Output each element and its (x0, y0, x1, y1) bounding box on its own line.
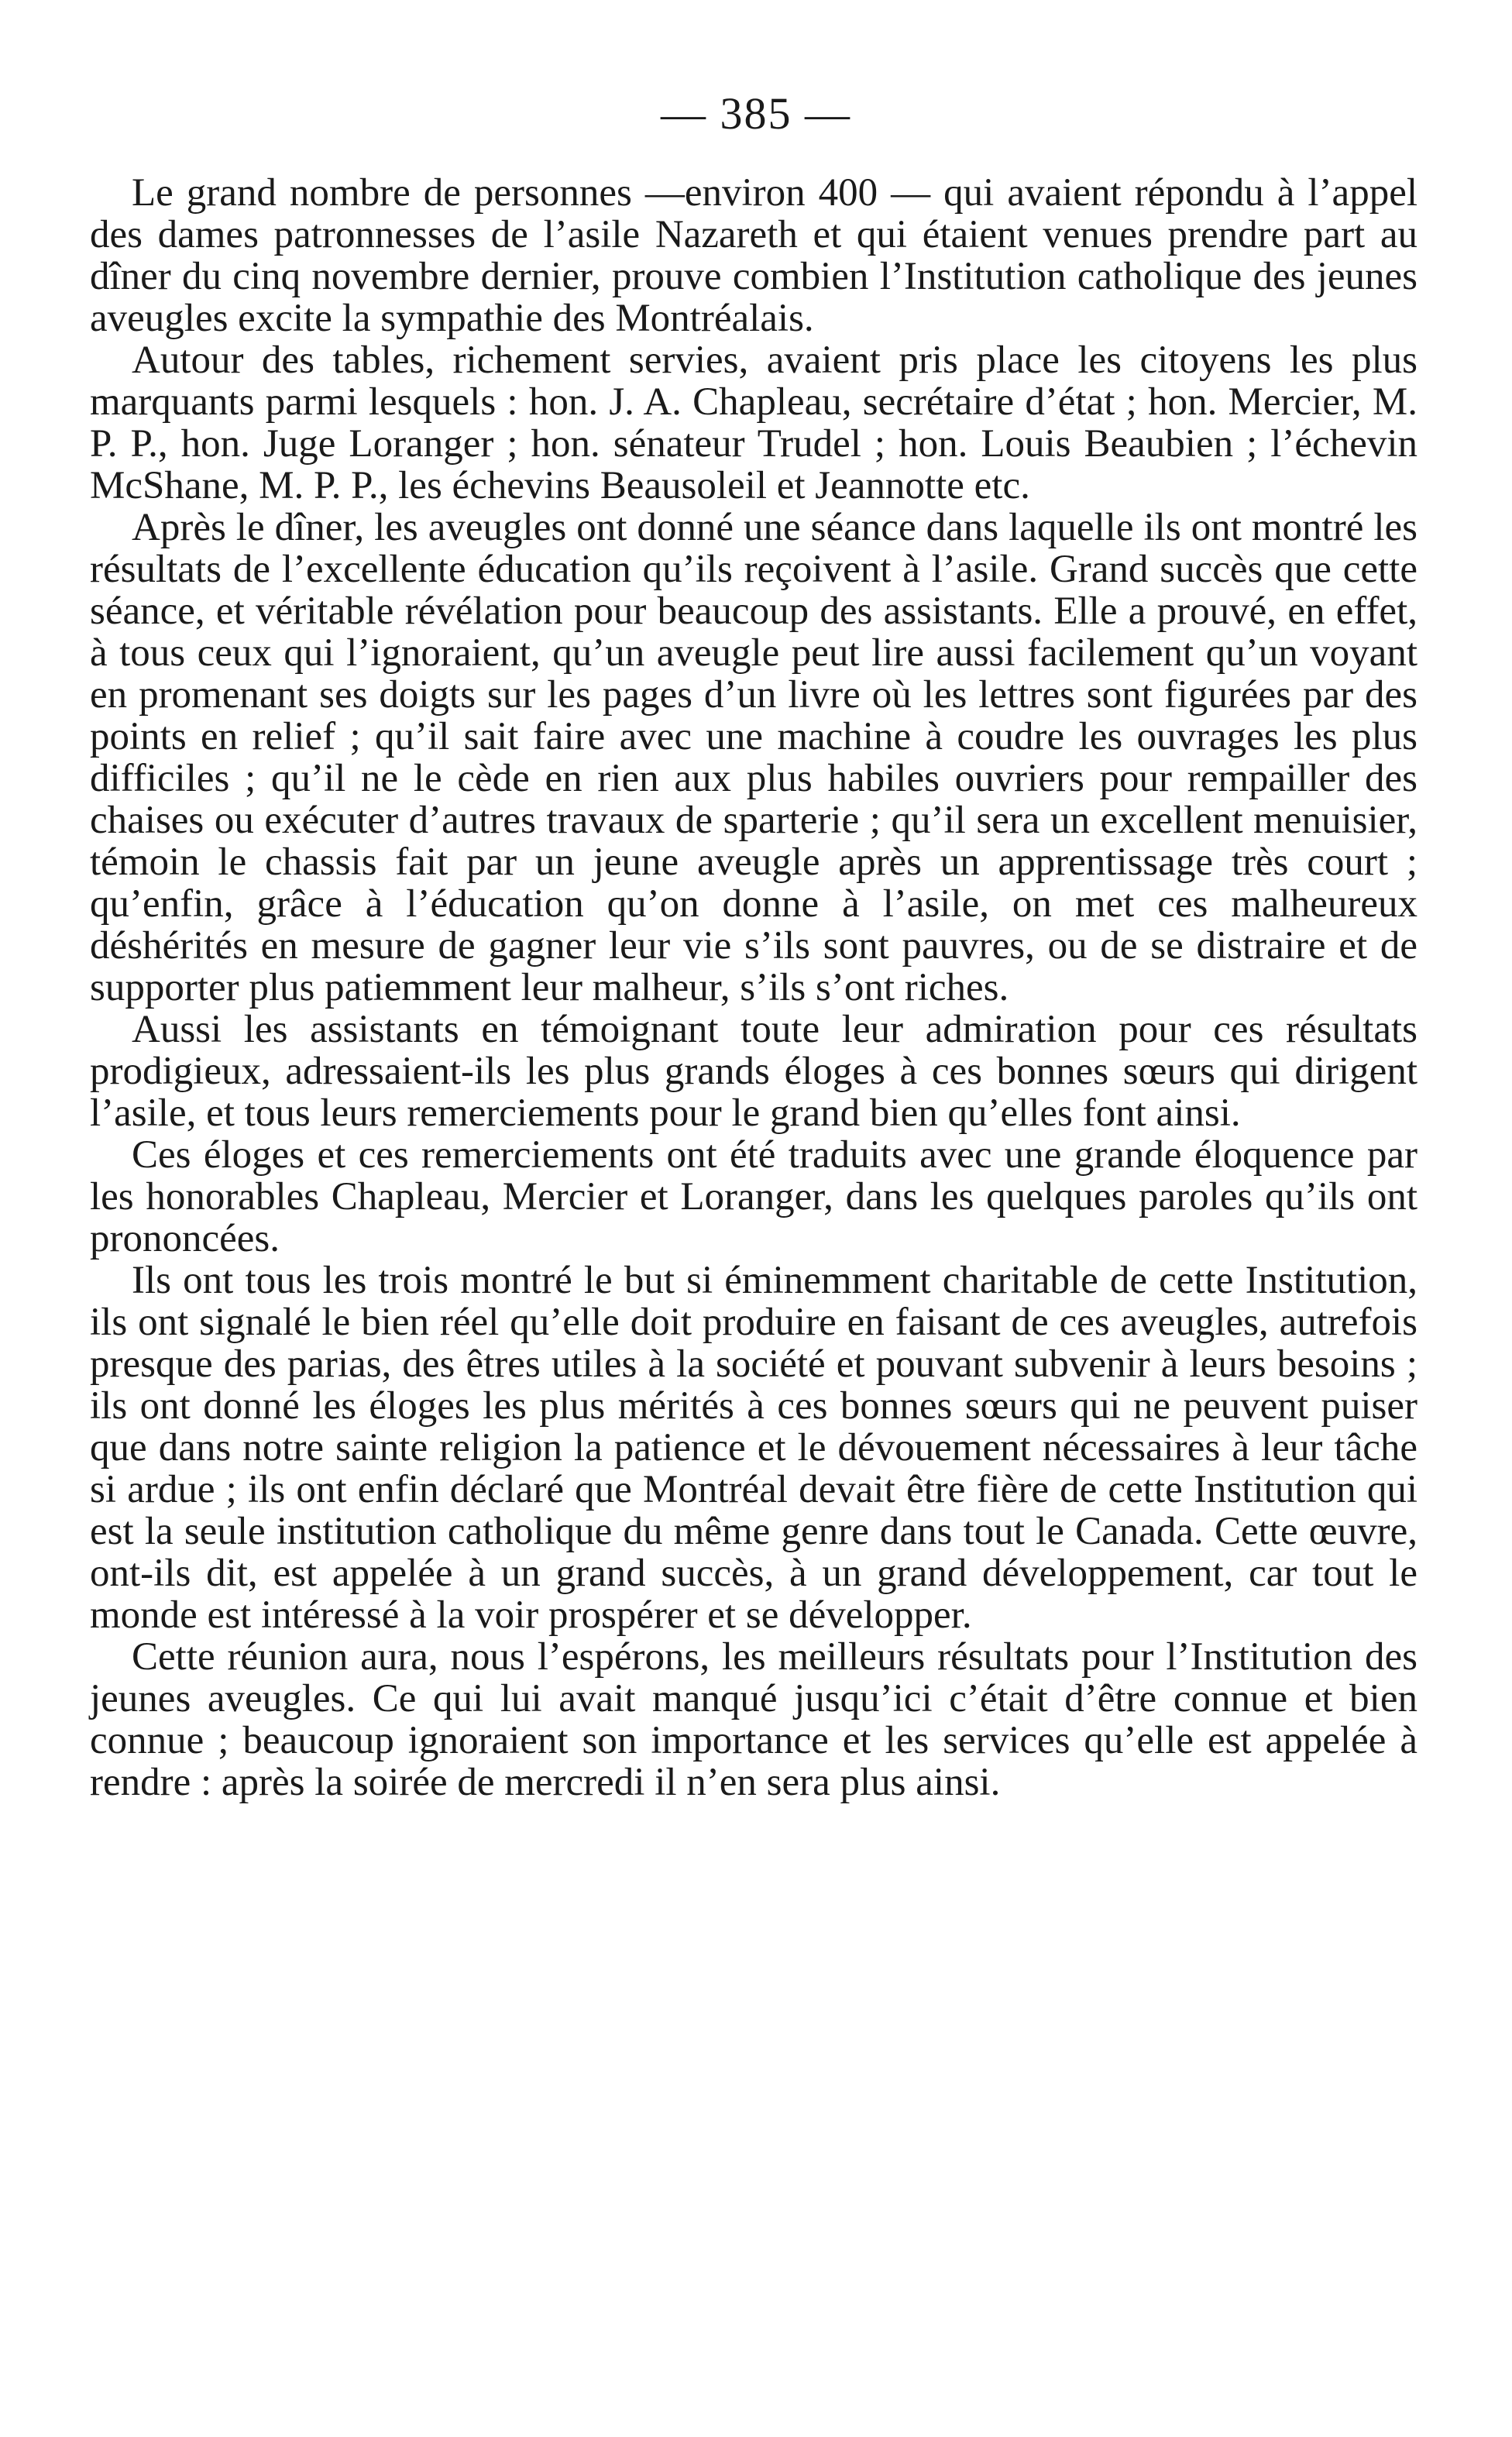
paragraph-speeches: Ils ont tous les trois montré le but si éminemment charitable de cette Institution, ils ont signalé le bien réel qu’elle doit produire en faisant de ces aveugles, autrefois presque des parias, des êtres utiles à la société et pouvant subvenir à leurs besoins ; ils ont donné les éloges les plus mérités à ces bonnes sœurs qui ne peuvent puiser que dans notre sainte religion la patience et le dévouement nécessaires à leur tâche si ardue ; ils ont enfin déclaré que Montréal devait être fière de cette Institution qui est la seule institution catholique du même genre dans tout le Canada. Cette œuvre, ont-ils dit, est appelée à un grand succès, à un grand développement, car tout le monde est intéressé à la voir prospérer et se développer. (90, 1259, 1418, 1637)
paragraph-attendance: Le grand nombre de personnes —environ 400 — qui avaient répondu à l’appel des dames patronnesses de l’asile Nazareth et qui étaient venues prendre part au dîner du cinq novembre dernier, prouve combien l’Institution catholique des jeunes aveugles excite la sympathie des Montréalais. (90, 171, 1418, 340)
article-body (90, 172, 1418, 1803)
paragraph-guests: Autour des tables, richement servies, avaient pris place les citoyens les plus marquants parmi lesquels : hon. J. A. Chapleau, secrétaire d’état ; hon. Mercier, M. P. P., hon. Juge Loranger ; hon. sénateur Trudel ; hon. Louis Beaubien ; l’échevin McShane, M. P. P., les échevins Beausoleil et Jeannotte etc. (90, 339, 1418, 507)
page-number: — 385 — (661, 88, 851, 139)
paragraph-eloquence: Ces éloges et ces remerciements ont été traduits avec une grande éloquence par les honorables Chapleau, Mercier et Loranger, dans les quelques paroles qu’ils ont prononcées. (90, 1133, 1418, 1260)
paragraph-seance: Après le dîner, les aveugles ont donné une séance dans laquelle ils ont montré les résultats de l’excellente éducation qu’ils reçoivent à l’asile. Grand succès que cette séance, et véritable révélation pour beaucoup des assistants. Elle a prouvé, en effet, à tous ceux qui l’ignoraient, qu’un aveugle peut lire aussi facilement qu’un voyant en promenant ses doigts sur les pages d’un livre où les lettres sont figurées par des points en relief ; qu’il sait faire avec une machine à coudre les ouvrages les plus difficiles ; qu’il ne le cède en rien aux plus habiles ouvriers pour rempailler des chaises ou exécuter d’autres travaux de sparterie ; qu’il sera un excellent menuisier, témoin le chassis fait par un jeune aveugle après un apprentissage très court ; qu’enfin, grâce à l’éducation qu’on donne à l’asile, on met ces malheureux déshérités en mesure de gagner leur vie s’ils sont pauvres, ou de se distraire et de supporter plus patiemment leur malheur, s’ils s’ont riches. (90, 506, 1418, 1009)
paragraph-conclusion: Cette réunion aura, nous l’espérons, les meilleurs résultats pour l’Institution des jeunes aveugles. Ce qui lui avait manqué jusqu’ici c’était d’être connue et bien connue ; beaucoup ignoraient son importance et les services qu’elle est appelée à rendre : après la soirée de mercredi il n’en sera plus ainsi. (90, 1635, 1418, 1804)
paragraph-praise: Aussi les assistants en témoignant toute leur admiration pour ces résultats prodigieux, adressaient-ils les plus grands éloges à ces bonnes sœurs qui dirigent l’asile, et tous leurs remerciements pour le grand bien qu’elles font ainsi. (90, 1008, 1418, 1135)
